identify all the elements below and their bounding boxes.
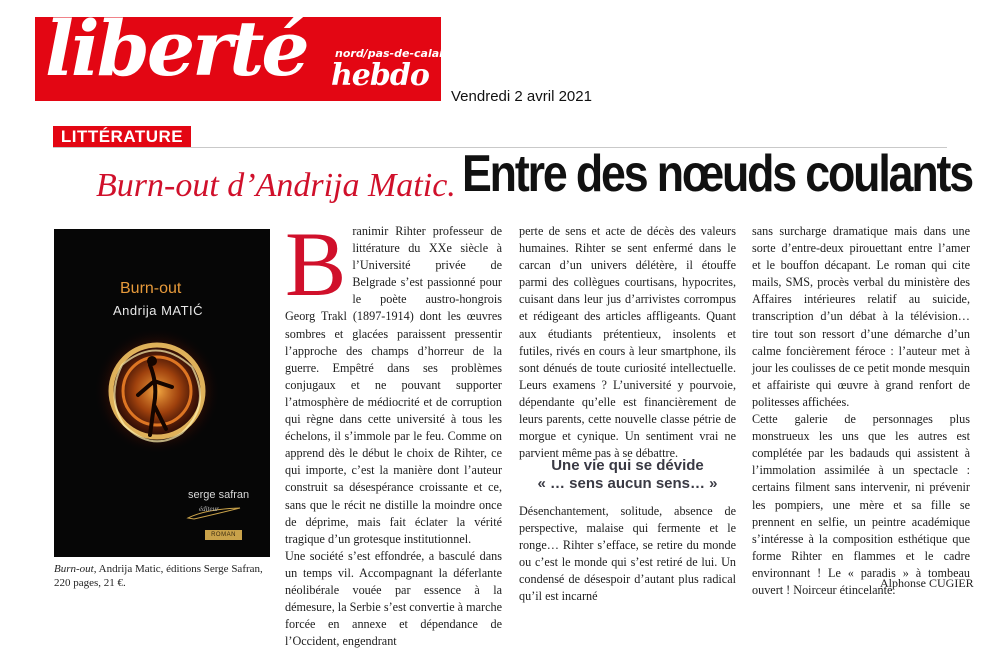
drop-cap: B (285, 213, 347, 315)
cover-caption (54, 562, 270, 590)
issue-date: Vendredi 2 avril 2021 (451, 88, 592, 105)
fire-wheel-illustration (92, 325, 222, 461)
paragraph: perte de sens et acte de décès des valeurs humaines. Rihter se sent enfermé dans le carcan d’un univers délétère, il étouffe parmi des collègues courtisans, hypocrites, cuisant dans leur jus d’arrivistes corrompus et rédigeant des articles affligeants. Quant aux étudiants prétentieux, insolents et futiles, rivés en cours à leur smartphone, ils sont dénués de toute curiosité intellectuelle. Leurs examens ? L’université y pourvoie, dépendante qu’elle est financièrement de leurs parents, cette nouvelle classe pétrie de morgue et cynique. Un sentiment vrai ne parvient même pas à se débattre. (519, 224, 736, 461)
intertitle-line-2: « … sens aucun sens… » (537, 475, 718, 492)
article-kicker: Burn-out d’Andrija Matic. (96, 167, 456, 204)
paragraph: Désenchantement, solitude, absence de perspective, malaise qui fermente et le ronge… Rihter s’efface, se retire du monde ou c’est le monde qui s’est retiré de lui. Un condensé de désespoir d’autant plus radical qu’il est incarné (519, 504, 736, 604)
article-column-2-continued (519, 503, 736, 604)
article-headline: Entre des nœuds coulants (462, 145, 972, 203)
caption-details: , Andrija Matic, éditions Serge Safran, 220 pages, 21 €. (54, 563, 263, 589)
cover-badge: ROMAN (205, 530, 242, 540)
author-signature: Alphonse CUGIER (880, 576, 974, 590)
section-tag: LITTÉRATURE (53, 126, 191, 148)
logo-subtitle: hebdo (331, 58, 429, 93)
article-column-2 (519, 223, 736, 461)
caption-book-title: Burn-out (54, 563, 94, 575)
cover-title: Burn-out (120, 280, 182, 297)
masthead-logo (35, 4, 450, 101)
book-cover (54, 229, 270, 557)
paragraph: ranimir Rihter professeur de littérature du XXe siècle à l’Université privée de Belgrade s’est passionné pour le poète austro-hongrois Georg Trakl (1897-1914) dont les œuvres sombres et glacées paraissent pressentir l’approche des champs d’horreur de la guerre. Empêtré dans ses problèmes conjugaux et ne pouvant supporter l’atmosphère de médiocrité et de corruption qui règne dans cette université à tous les échelons, il s’immole par le feu. Comme on apprend dès le début le choix de Rihter, ce qui importe, c’est la manière dont l’auteur construit sa désespérance croissante et ce, sans que le récit ne distille la moindre once de déprime, mais fait éclater la vérité tragique d’un grotesque institutionnel. (285, 224, 502, 546)
paragraph: Cette galerie de personnages plus monstrueux les uns que les autres est complétée par les badauds qui assistent à l’immolation assimilée à un spectacle : certains filment sans intervenir, ni prévenir les pompiers, une mère et sa fille se prennent en selfie, un peintre académique s’intéresse à la composition esthétique que forme Rihter en flammes et le cadre environnant ! Le « paradis » à tombeau ouvert ! Noirceur étincelante. (752, 412, 970, 597)
paragraph: Une société s’est effondrée, a basculé dans un temps vil. Accompagnant la déferlante néolibérale vouée par essence à la démesure, la Serbie s’est convertie à marche forcée en annexe et dépendance de l’Occident, engendrant (285, 548, 502, 649)
cover-publisher: serge safran (188, 489, 250, 501)
logo-wordmark: liberté (45, 4, 307, 93)
article-column-1 (285, 213, 502, 649)
cover-author: Andrija MATIĆ (113, 303, 204, 318)
cover-publisher-sub: éditeur (199, 505, 219, 513)
logo-region: nord/pas-de-calais (335, 47, 450, 60)
intertitle-line-1: Une vie qui se dévide (551, 457, 704, 474)
paragraph: sans surcharge dramatique mais dans une sorte d’entre-deux pirouettant entre l’amer et le bouffon décapant. Le roman qui cite mails, SMS, procès verbal du ministère des Affaires intérieures relatif au suicide, transcription d’un débat à la télévision… tire tout son ressort d’une démarche d’un calme foncièrement féroce : l’auteur met à jour les coulisses de ce petit monde mesquin et affairiste qui œuvre à grand renfort de politesses affichées. (752, 224, 970, 409)
intertitle (519, 457, 736, 493)
